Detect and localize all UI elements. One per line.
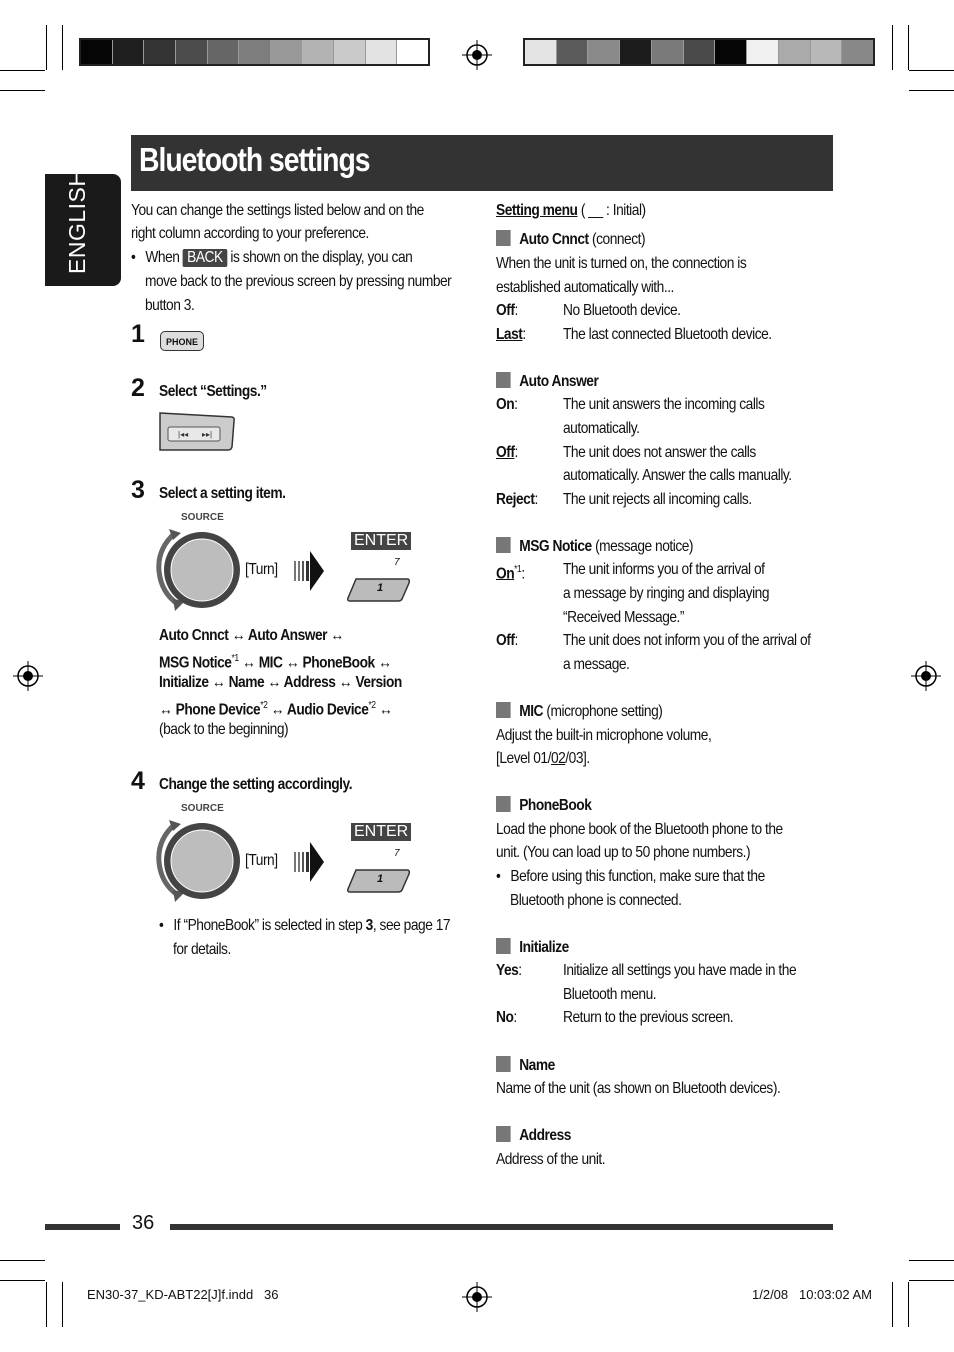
control-dial-icon[interactable] [155,525,245,613]
option-off: Off: [496,444,518,461]
menu-bullet: • Before using this function, make sure that the [496,868,765,885]
number-key-label: 1 [377,873,384,885]
option-value: “Received Message.” [563,609,685,626]
menu-item-mic: MIC (microphone setting) [496,700,662,724]
page-number: 36 [132,1212,155,1234]
option-value: Initialize all settings you have made in the [563,962,797,979]
turn-label: [Turn] [245,561,278,578]
bullet-square-icon [496,796,511,812]
step-number: 3 [131,476,145,504]
key-small-label: 7 [394,557,400,568]
phone-button-label: PHONE [165,337,198,347]
registration-target-icon [13,661,43,691]
menu-item-msg-notice: MSG Notice (message notice) [496,535,693,559]
page-title-bar [131,135,833,191]
option-value: a message. [563,656,630,673]
option-value: a message by ringing and displaying [563,585,770,602]
bullet-square-icon [496,1126,511,1142]
step4-note: • If “PhoneBook” is selected in step 3, see page 17 [159,917,451,934]
page-title: Bluetooth settings [139,141,370,178]
crop-mark [0,90,45,91]
option-value: automatically. Answer the calls manually. [563,467,792,484]
sequence-line: Auto Cnnct ↔ Auto Answer ↔ [159,627,344,644]
intro-bullet-cont: button 3. [145,297,195,314]
menu-desc: [Level 01/02/03]. [496,750,590,767]
svg-text:▸▸|: ▸▸| [202,430,213,439]
crop-mark [0,70,45,71]
footer-rule-left [45,1224,120,1230]
menu-item-auto-answer: Auto Answer [496,370,598,394]
crop-mark [46,25,47,70]
step-number: 1 [131,320,145,348]
menu-item-phonebook: PhoneBook [496,794,591,818]
footer-date: 1/2/08 10:03:02 AM [752,1287,872,1302]
right-arrow-icon [293,551,325,591]
menu-desc: Adjust the built-in microphone volume, [496,727,712,744]
source-label: SOURCE [181,512,224,523]
enter-label: ENTER [354,823,409,840]
option-value: The unit informs you of the arrival of [563,561,765,578]
bullet-square-icon [496,1056,511,1072]
enter-label: ENTER [354,532,409,549]
registration-target-icon [462,40,492,70]
option-off: Off: [496,302,518,319]
bullet-square-icon [496,372,511,388]
enter-badge [351,823,411,841]
option-value: Return to the previous screen. [563,1009,734,1026]
bullet-square-icon [496,938,511,954]
step-number: 4 [131,767,145,795]
option-on: On: [496,396,518,413]
menu-item-address: Address [496,1124,571,1148]
option-value: No Bluetooth device. [563,302,681,319]
option-value: Bluetooth menu. [563,986,657,1003]
option-off: Off: [496,632,518,649]
color-bar-left [79,38,430,66]
menu-desc: unit. (You can load up to 50 phone numbers.) [496,844,751,861]
bullet-square-icon [496,230,511,246]
turn-label: [Turn] [245,852,278,869]
menu-item-initialize: Initialize [496,936,569,960]
crop-mark [62,25,63,70]
intro-line: You can change the settings listed below and on the [131,202,424,219]
step4-note-cont: for details. [173,941,231,958]
enter-badge [351,532,411,550]
crop-mark [46,1282,47,1327]
menu-desc: Load the phone book of the Bluetooth phone to the [496,821,783,838]
menu-item-name: Name [496,1054,555,1078]
sequence-end: (back to the beginning) [159,721,289,738]
crop-mark [892,1282,893,1327]
crop-mark [909,90,954,91]
crop-mark [62,1282,63,1327]
step-text: Select “Settings.” [159,383,267,400]
menu-header: Setting menu ( __ : Initial) [496,202,646,219]
svg-text:|◂◂: |◂◂ [178,430,189,439]
language-tab-label: ENGLISH [64,169,90,274]
step-text: Change the setting accordingly. [159,776,353,793]
menu-desc: When the unit is turned on, the connection is [496,255,747,272]
option-value: The last connected Bluetooth device. [563,326,772,343]
sequence-line: MSG Notice$^{*1}$ ↔ MIC ↔ PhoneBook ↔ [159,653,392,672]
menu-item-auto-cnnct: Auto Cnnct (connect) [496,228,645,252]
source-label: SOURCE [181,803,224,814]
sequence-line: Initialize ↔ Name ↔ Address ↔ Version [159,674,402,691]
menu-desc: Address of the unit. [496,1151,606,1168]
option-value: The unit rejects all incoming calls. [563,491,752,508]
option-no: No: [496,1009,517,1026]
menu-desc: established automatically with... [496,279,674,296]
crop-mark [908,1282,909,1327]
option-last: Last: [496,326,526,343]
registration-target-icon [462,1282,492,1312]
option-value: The unit does not answer the calls [563,444,756,461]
option-value: automatically. [563,420,640,437]
bullet-square-icon [496,702,511,718]
crop-mark [909,1280,954,1281]
sequence-line: ↔ Phone Device$^{*2}$ ↔ Audio Device$^{*2}$ ↔ [159,700,393,719]
crop-mark [892,25,893,70]
bullet-square-icon [496,537,511,553]
option-value: The unit answers the incoming calls [563,396,765,413]
crop-mark [0,1260,45,1261]
menu-desc: Name of the unit (as shown on Bluetooth devices). [496,1080,781,1097]
intro-bullet: • When BACK is shown on the display, you can [131,249,413,266]
footer-rule-right [170,1224,833,1230]
option-yes: Yes: [496,962,522,979]
crop-mark [908,25,909,70]
option-reject: Reject: [496,491,538,508]
right-arrow-icon [293,842,325,882]
color-bar-right [523,38,875,66]
option-on: On$^{*1}$: [496,564,525,583]
key-small-label: 7 [394,848,400,859]
option-value: The unit does not inform you of the arrival of [563,632,811,649]
footer-file: EN30-37_KD-ABT22[J]f.indd 36 [87,1287,279,1302]
intro-bullet-cont: move back to the previous screen by pressing number [145,273,452,290]
crop-mark [0,1280,45,1281]
step-number: 2 [131,374,145,402]
registration-target-icon [911,661,941,691]
language-tab [45,169,121,286]
skip-button-icon[interactable] [158,411,236,453]
control-dial-icon[interactable] [155,816,245,904]
step-text: Select a setting item. [159,485,286,502]
back-badge: BACK [183,249,227,267]
menu-bullet-cont: Bluetooth phone is connected. [510,892,682,909]
crop-mark [909,1260,954,1261]
phone-button[interactable] [160,331,204,351]
crop-mark [909,70,954,71]
intro-line: right column according to your preference. [131,225,369,242]
number-key-label: 1 [377,582,384,594]
